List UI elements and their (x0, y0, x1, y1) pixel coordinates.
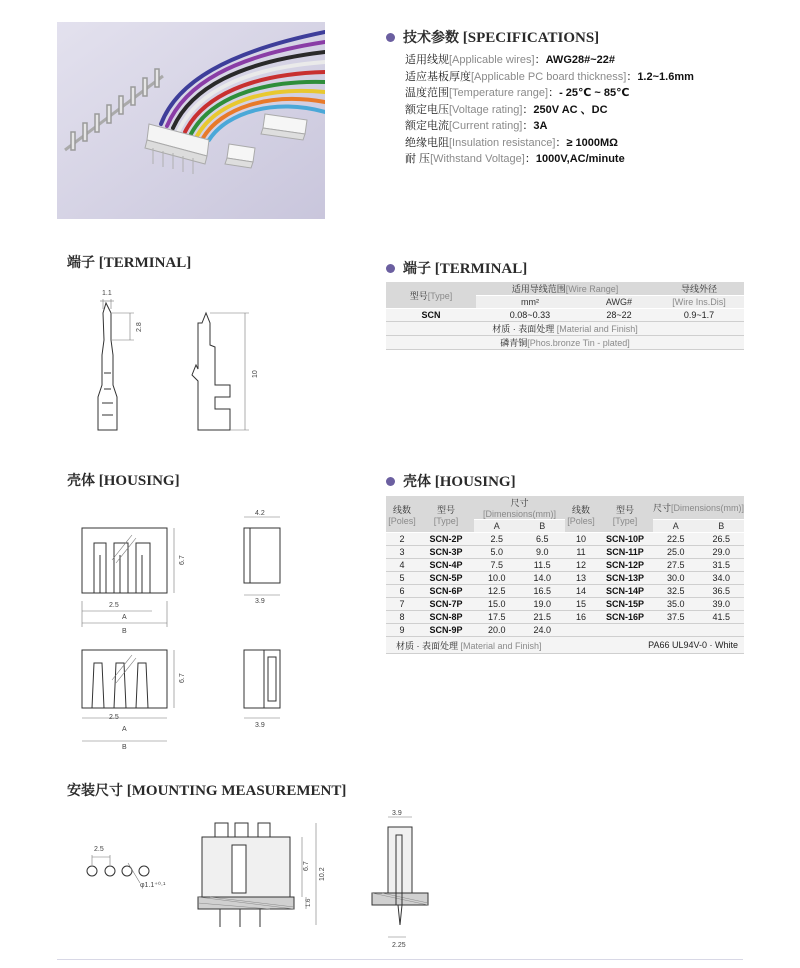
housing-dim-header-2: 尺寸[Dimensions(mm)] (653, 496, 744, 520)
housing-material-row: 材质 · 表面处理 [Material and Finish] PA66 UL94V-0 · White (386, 637, 744, 654)
terminal-material-row: 材质 · 表面处理 [Material and Finish] (386, 322, 744, 336)
spec-row: 额定电流[Current rating]：3A (405, 120, 548, 132)
housing-dim-header: 尺寸[Dimensions(mm)] (474, 496, 565, 520)
terminal-awg-header: AWG# (584, 296, 654, 309)
table-row: 2 SCN-2P 2.5 6.5 10 SCN-10P 22.5 26.5 (386, 533, 744, 546)
terminal-drawing (80, 285, 270, 445)
specifications-title-en: [SPECIFICATIONS] (462, 30, 600, 46)
dim-terminal-tip: 2.8 (136, 322, 143, 332)
spec-row: 温度范围[Temperature range]：- 25℃ ~ 85℃ (405, 87, 630, 99)
housing-col-a: A (474, 520, 519, 533)
table-row: 6 SCN-6P 12.5 16.5 14 SCN-14P 32.5 36.5 (386, 585, 744, 598)
bullet-icon (386, 33, 395, 42)
dim-housing-depth: 4.2 (255, 510, 265, 517)
dim-housing-pitch: 2.5 (109, 602, 119, 609)
table-row: 7 SCN-7P 15.0 19.0 15 SCN-15P 35.0 39.0 (386, 598, 744, 611)
terminal-type-header: 型号[Type] (386, 282, 476, 309)
terminal-table (386, 282, 744, 350)
dim-housing2-height: 6.7 (179, 673, 186, 683)
table-row: 4 SCN-4P 7.5 11.5 12 SCN-12P 27.5 31.5 (386, 559, 744, 572)
housing-table-header: 壳体 [HOUSING] (386, 471, 516, 491)
housing-type-header-2: 型号 [Type] (597, 496, 653, 533)
dim-mount-width: 3.9 (392, 810, 402, 817)
specifications-title-cn: 技术参数 (403, 30, 459, 46)
table-row: SCN 0.08~0.33 28~22 0.9~1.7 (386, 309, 744, 322)
terminal-dia-header-en: [Wire Ins.Dis] (654, 296, 744, 309)
housing-type-header: 型号 [Type] (418, 496, 474, 533)
bullet-icon (386, 477, 395, 486)
spec-row: 耐 压[Withstand Voltage]：1000V,AC/minute (405, 153, 625, 165)
dim-terminal-width: 1.1 (102, 290, 112, 297)
housing-col-b-2: B (698, 520, 744, 533)
terminal-material-value-row: 磷青铜[Phos.bronze Tin - plated] (386, 336, 744, 350)
spec-row: 额定电压[Voltage rating]：250V AC 、DC (405, 103, 608, 116)
table-row: 9 SCN-9P 20.0 24.0 (386, 624, 744, 637)
dim-mount-height: 6.7 (303, 861, 310, 871)
housing-col-b: B (519, 520, 565, 533)
terminal-drawing-title: 端子 [TERMINAL] (67, 255, 192, 271)
table-row: 8 SCN-8P 17.5 21.5 16 SCN-16P 37.5 41.5 (386, 611, 744, 624)
housing-drawing (72, 505, 312, 765)
spec-row: 绝缘电阻[Insulation resistance]：≥ 1000MΩ (405, 136, 618, 149)
footer-divider (57, 959, 743, 960)
housing-drawing-title: 壳体 [HOUSING] (67, 473, 180, 489)
bullet-icon (386, 264, 395, 273)
dim-housing2-b: B (122, 744, 127, 751)
dim-housing2-a: A (122, 726, 127, 733)
dim-mount-hole: φ1.1⁺⁰·¹ (140, 882, 166, 889)
specifications-list (405, 52, 694, 168)
dim-housing-height: 6.7 (179, 555, 186, 565)
terminal-dia-header: 导线外径 (654, 282, 744, 296)
spec-row: 适用线规[Applicable wires]：AWG28#~22# (405, 54, 615, 66)
housing-col-a-2: A (653, 520, 698, 533)
housing-poles-header: 线数 [Poles] (386, 496, 418, 533)
dim-housing-side: 3.9 (255, 598, 265, 605)
dim-mount-total: 10.2 (319, 867, 326, 881)
dim-housing2-side: 3.9 (255, 722, 265, 729)
dim-terminal-length: 10 (252, 370, 259, 378)
product-photo-illustration (57, 22, 325, 219)
terminal-mm2-header: mm² (476, 296, 584, 309)
terminal-table-header: 端子 [TERMINAL] (386, 258, 527, 278)
dim-mount-pitch: 2.5 (94, 846, 104, 853)
housing-table (386, 496, 744, 654)
dim-housing-b: B (122, 628, 127, 635)
mounting-drawing-title: 安装尺寸 [MOUNTING MEASUREMENT] (67, 783, 347, 799)
dim-housing2-pitch: 2.5 (109, 714, 119, 721)
mounting-drawing (70, 805, 450, 955)
housing-poles-header-2: 线数 [Poles] (565, 496, 597, 533)
table-row: 5 SCN-5P 10.0 14.0 13 SCN-13P 30.0 34.0 (386, 572, 744, 585)
dim-mount-offset: 2.25 (392, 942, 406, 949)
dim-housing-a: A (122, 614, 127, 621)
product-photo (57, 22, 325, 219)
spec-row: 适应基板厚度[Applicable PC board thickness]：1.2~1.6mm (405, 70, 694, 83)
terminal-range-header: 适用导线范围[Wire Range] (476, 282, 654, 296)
table-row: 3 SCN-3P 5.0 9.0 11 SCN-11P 25.0 29.0 (386, 546, 744, 559)
specifications-header (386, 27, 599, 47)
dim-mount-board: 1.6 (306, 898, 312, 907)
